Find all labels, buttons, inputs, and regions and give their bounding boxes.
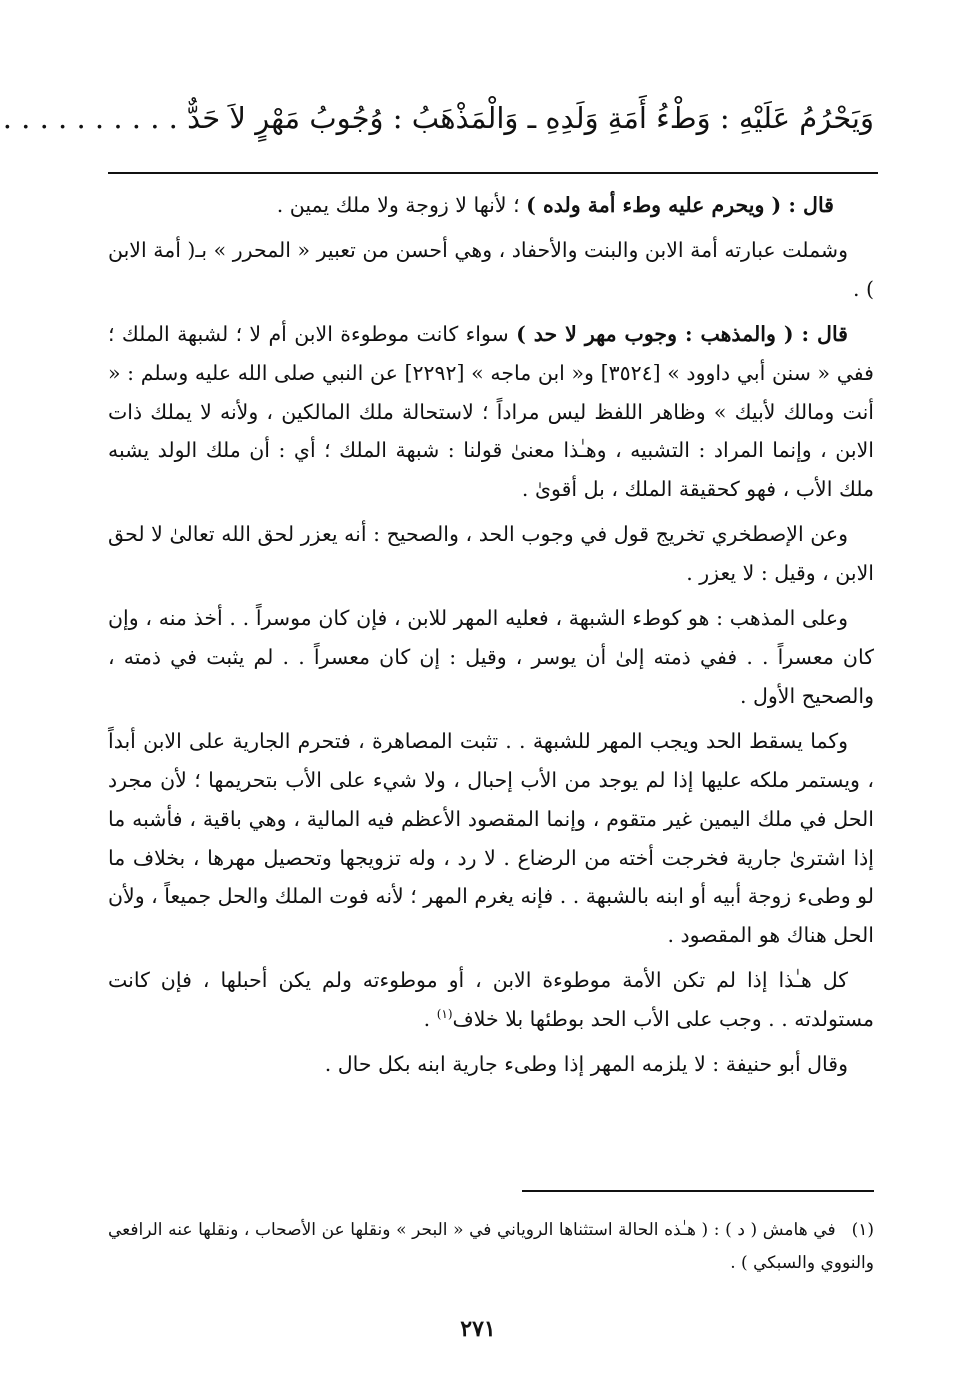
- paragraph-text: وقال أبو حنيفة : لا يلزمه المهر إذا وطىء جارية ابنه بكل حال .: [324, 1052, 848, 1077]
- paragraph-text: وعن الإصطخري تخريج قول في وجوب الحد ، والصحيح : أنه يعزر لحق الله تعالىٰ لا لحق الابن ، وقيل : لا يعزر .: [108, 522, 874, 586]
- paragraph-text: كل هـٰذا إذا لم تكن الأمة موطوءة الابن ، أو موطوءته ولم يكن أحبلها ، فإن كانت مستولدته . . وجب على الأب الحد بوطئها بلا خلاف: [108, 968, 874, 1032]
- qala-label: قال :: [781, 193, 834, 217]
- paragraph-8: [108, 1045, 874, 1084]
- paragraph-text: وكما يسقط الحد ويجب المهر للشبهة . . تثبت المصاهرة ، فتحرم الجارية على الابن أبداً ، ويستمر ملكه عليها إذا لم يوجد من الأب إحبال ، ولا شيء على الأب بتحريمها ؛ لأن مجرد الحل في ملك اليمين غير متقوم ، وإنما المقصود الأعظم فيه المالية ، وهي باقية ، فأشبه ما إذا اشترىٰ جارية فخرجت أخته من الرضاع . لا رد ، وله تزويجها وتحصيل مهرها ، بخلاف ما لو وطىء زوجة أبيه أو ابنه بالشبهة . . فإنه يغرم المهر ؛ لأنه فوت الملك والحل جميعاً ، ولأن الحل هناك هو المقصود .: [108, 728, 874, 948]
- paragraph-3: [108, 315, 874, 510]
- paragraph-text: وشملت عبارته أمة الابن والبنت والأحفاد ، وهي أحسن من تعبير « المحرر » بـ( أمة الابن ) .: [108, 237, 874, 301]
- paragraph-4: [108, 515, 874, 593]
- commentary-body: [108, 186, 874, 1090]
- paragraph-tail: .: [423, 1007, 437, 1032]
- matn-quote: ( والمذهب : وجوب مهر لا حد ): [516, 321, 794, 346]
- paragraph-5: [108, 599, 874, 716]
- footnote-reference[interactable]: (١): [436, 1007, 453, 1022]
- qala-label: قال :: [793, 321, 848, 346]
- header-divider: [108, 172, 878, 174]
- footnote-number: (١): [851, 1220, 874, 1240]
- footnote-divider: [522, 1190, 874, 1192]
- paragraph-1: [108, 186, 874, 225]
- matn-heading: وَيَحْرُمُ عَلَيْهِ : وَطْءُ أَمَةِ وَلَدِهِ ـ وَالْمَذْهَبُ : وُجُوبُ مَهْرٍ لاَ حَدٌّ . . . . . . . . . .: [2, 101, 874, 135]
- paragraph-2: [108, 231, 874, 309]
- paragraph-6: [108, 722, 874, 955]
- paragraph-text: سواء كانت موطوءة الابن أم لا ؛ لشبهة الملك ؛ ففي « سنن أبي داوود » [٣٥٢٤] و« ابن ماجه » [٢٢٩٢] عن النبي صلى الله عليه وسلم : « أنت ومالك لأبيك » وظاهر اللفظ ليس مراداً ؛ لاستحالة ملك المالكين ، ولأنه لا يملك ذات الابن ، وإنما المراد : التشبيه ، وهـٰذا معنىٰ قولنا : شبهة الملك ؛ أي : أن ملك الولد يشبه ملك الأب ، فهو كحقيقة الملك ، بل أقوىٰ .: [108, 321, 874, 502]
- matn-quote: ( ويحرم عليه وطء أمة ولده ): [526, 193, 782, 217]
- page-number: ٢٧١: [460, 1316, 496, 1342]
- paragraph-text: ؛ لأنها لا زوجة ولا ملك يمين .: [276, 193, 527, 217]
- footnote: [108, 1214, 874, 1280]
- paragraph-7: [108, 961, 874, 1039]
- paragraph-text: وعلى المذهب : هو كوطء الشبهة ، فعليه المهر للابن ، فإن كان موسراً . . أخذ منه ، وإن كان معسراً . . ففي ذمته إلىٰ أن يوسر ، وقيل : إن كان معسراً . . لم يثبت في ذمته ، والصحيح الأول .: [108, 606, 874, 708]
- footnote-text: في هامش ( د ) : ( هـٰذه الحالة استثناها الروياني في « البحر » ونقلها عن الأصحاب ، ونقلها عنه الرافعي والنووي والسبكي ) .: [108, 1220, 874, 1273]
